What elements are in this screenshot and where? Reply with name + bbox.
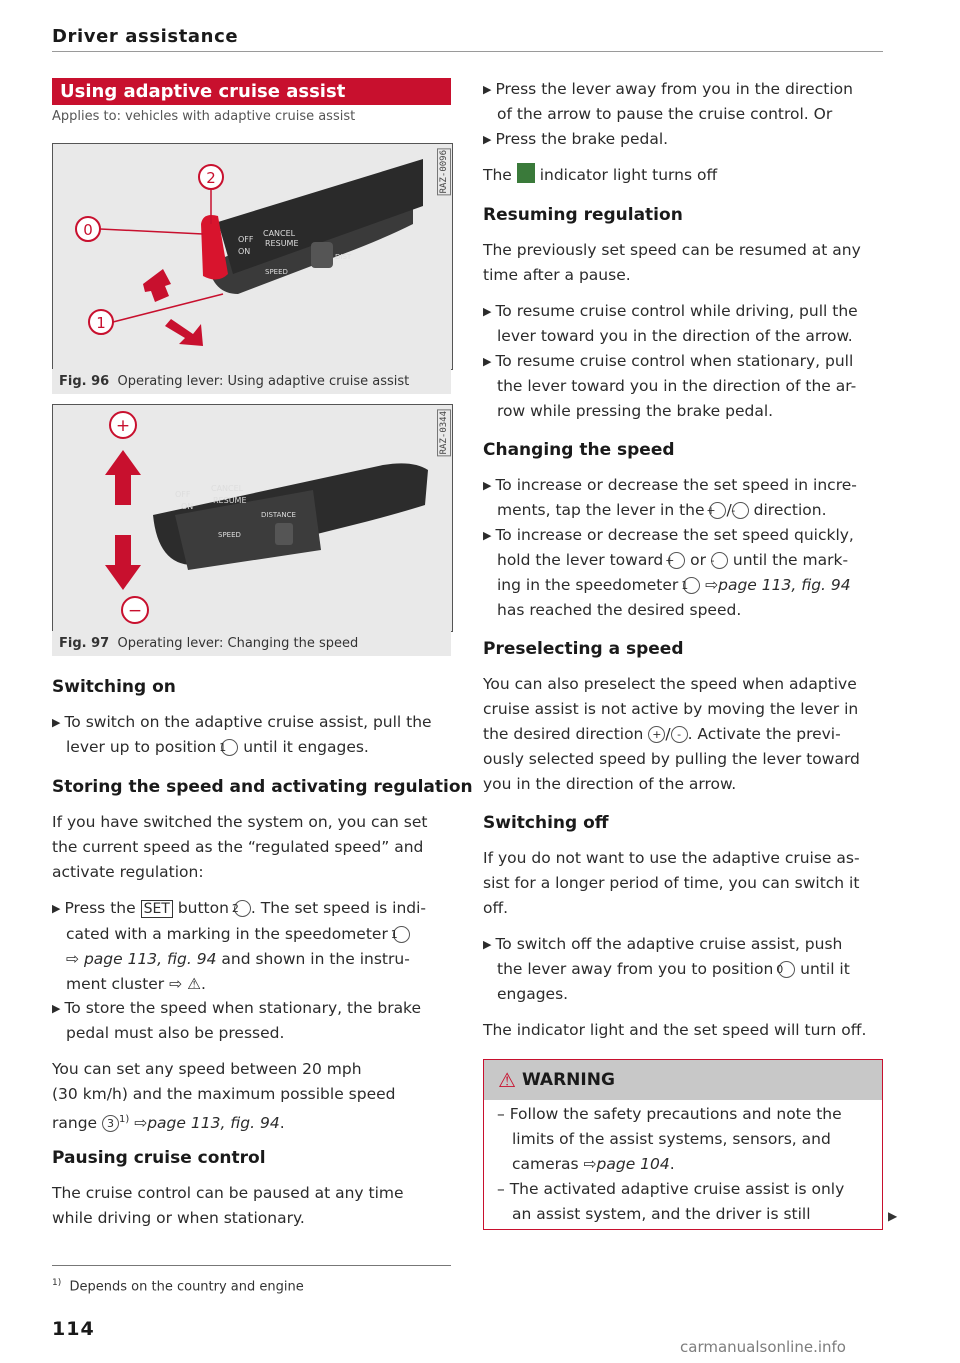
position-1-marker: 1 — [221, 739, 238, 756]
bullet-triangle-icon: ▶ — [483, 83, 492, 96]
heading-storing-speed: Storing the speed and activating regulation — [52, 777, 473, 797]
minus-marker-icon: - — [671, 726, 688, 743]
bullet-triangle-icon: ▶ — [483, 305, 492, 318]
position-1-marker: 1 — [393, 926, 410, 943]
heading-changing-speed: Changing the speed — [483, 440, 675, 460]
lever-illustration-97 — [53, 405, 452, 631]
header-divider — [52, 51, 883, 52]
storing-paragraph: If you have switched the system on, you can set the current speed as the “regulated speed” and activate regulation: — [52, 813, 428, 881]
heading-resuming: Resuming regulation — [483, 205, 683, 225]
lever-label-speed: SPEED — [218, 531, 241, 539]
arrow-ref-icon: ⇨ — [583, 1155, 597, 1173]
arrow-ref-icon: ⇨ — [169, 975, 183, 993]
lever-label-on: ON — [181, 502, 194, 511]
footnote-marker: 1) — [119, 1114, 130, 1125]
position-3-marker: 3 — [102, 1115, 119, 1132]
chapter-banner: Using adaptive cruise assist — [52, 78, 451, 105]
watermark: carmanualsonline.info — [680, 1338, 846, 1356]
heading-switching-off: Switching off — [483, 813, 609, 833]
set-button-label: SET — [141, 900, 173, 918]
page-ref-link: page 104 — [596, 1155, 670, 1173]
page-ref-link: page 113, fig. 94 — [147, 1114, 280, 1133]
bullet-triangle-icon: ▶ — [52, 716, 61, 729]
lever-label-off: OFF — [175, 490, 191, 499]
bullet-triangle-icon: ▶ — [483, 355, 492, 368]
callout-1: 1 — [96, 314, 106, 332]
lever-label-cancel: CANCEL — [211, 484, 244, 493]
lever-label-speed: SPEED — [265, 268, 288, 276]
bullet-resume-driving: ▶ To resume cruise control while driving, pull the lever toward you in the direction of the arrow. — [483, 302, 858, 345]
figure-ref-code: RAZ-0344 — [439, 411, 449, 455]
lever-label-on: ON — [238, 247, 251, 256]
bullet-change-quickly: ▶ To increase or decrease the set speed quickly, hold the lever toward + or - until the mark- ing in the speedometer 1 ⇨page 113, fig. 94 has reached the desired speed. — [483, 526, 854, 619]
figure-caption-text: Operating lever: Using adaptive cruise assist — [117, 374, 410, 389]
continue-arrow-icon: ▶ — [888, 1209, 898, 1223]
bullet-triangle-icon: ▶ — [483, 133, 492, 146]
figure-number: Fig. 96 — [59, 374, 110, 389]
resuming-paragraph: The previously set speed can be resumed at any time after a pause. — [483, 241, 861, 284]
arrow-ref-icon: ⇨ — [705, 576, 719, 594]
figure-96 — [52, 143, 453, 370]
heading-pausing: Pausing cruise control — [52, 1148, 266, 1168]
figure-caption-text: Operating lever: Changing the speed — [117, 636, 359, 651]
callout-0: 0 — [83, 221, 93, 239]
position-2-marker: 2 — [234, 900, 251, 917]
heading-switching-on: Switching on — [52, 677, 176, 697]
figure-97 — [52, 404, 453, 632]
minus-marker-icon: - — [711, 552, 728, 569]
page-ref-link: page 113, fig. 94 — [718, 576, 851, 594]
callout-2: 2 — [206, 169, 216, 187]
footnote-divider — [52, 1265, 451, 1266]
figure-ref-code: RAZ-0096 — [439, 150, 449, 194]
pausing-paragraph: The cruise control can be paused at any time while driving or when stationary. — [52, 1184, 404, 1227]
preselect-paragraph: You can also preselect the speed when adaptive cruise assist is not active by moving the lever in the desired direction + / - . Activate the previ- ously selected speed by pulling the lever toward you in the direction of the arrow. — [483, 675, 860, 793]
warning-triangle-icon: ⚠ — [187, 975, 201, 993]
lever-label-cancel: CANCEL — [263, 229, 296, 238]
applies-to-note: Applies to: vehicles with adaptive cruise assist — [52, 109, 356, 124]
bullet-switching-on: ▶ To switch on the adaptive cruise assist, pull the lever up to position 1 until it engages. — [52, 713, 432, 756]
bullet-triangle-icon: ▶ — [52, 902, 61, 915]
warning-triangle-icon: ⚠ — [498, 1068, 516, 1092]
warning-header — [484, 1060, 882, 1100]
minus-marker-icon: - — [732, 502, 749, 519]
plus-marker-icon: + — [709, 502, 726, 519]
bullet-resume-stationary: ▶ To resume cruise control when stationary, pull the lever toward you in the direction of the ar- row while pressing the brake pedal. — [483, 352, 857, 420]
page-number: 114 — [52, 1318, 95, 1340]
bullet-switch-off: ▶ To switch off the adaptive cruise assist, push the lever away from you to position 0 until it engages. — [483, 935, 850, 1003]
bullet-triangle-icon: ▶ — [483, 938, 492, 951]
figure-97-caption — [52, 631, 451, 656]
plus-marker-icon: + — [648, 726, 665, 743]
lever-label-distance: DISTANCE — [261, 511, 296, 519]
position-0-marker: 0 — [778, 961, 795, 978]
page-ref-link: page 113, fig. 94 — [83, 950, 217, 968]
bullet-press-set: ▶ Press the SET button 2 . The set speed is indi- cated with a marking in the speedometer 1 ⇨ page 113, fig. 94 and shown in the instru- ment cluster ⇨ ⚠. — [52, 899, 427, 993]
footnote: $^{1)}$ Depends on the country and engine — [52, 1278, 304, 1295]
figure-number: Fig. 97 — [59, 636, 110, 651]
plus-icon: + — [115, 416, 131, 436]
warning-item: – The activated adaptive cruise assist is only an assist system, and the driver is still — [497, 1180, 845, 1223]
section-title: Driver assistance — [52, 26, 239, 47]
lever-label-resume: RESUME — [265, 239, 299, 248]
lever-label-resume: RESUME — [213, 496, 247, 505]
bullet-change-increments: ▶ To increase or decrease the set speed in incre- ments, tap the lever in the + /- direction. — [483, 476, 857, 519]
bullet-triangle-icon: ▶ — [52, 1002, 61, 1015]
figure-96-caption — [52, 369, 451, 394]
bullet-pause-lever: ▶ Press the lever away from you in the direction of the arrow to pause the cruise control. Or — [483, 80, 853, 123]
bullet-triangle-icon: ▶ — [483, 529, 492, 542]
final-paragraph: The indicator light and the set speed will turn off. — [483, 1021, 867, 1039]
indicator-paragraph: The indicator light turns off — [483, 163, 883, 188]
speed-range-paragraph: You can set any speed between 20 mph (30 km/h) and the maximum possible speed range 3 $^{1)}$ ⇨page 113, fig. 94. — [52, 1060, 396, 1133]
arrow-ref-icon: ⇨ — [134, 1114, 148, 1133]
cruise-indicator-icon — [517, 163, 535, 183]
heading-preselecting: Preselecting a speed — [483, 639, 684, 659]
minus-icon: − — [127, 601, 143, 621]
lever-label-off: OFF — [238, 235, 254, 244]
warning-title: WARNING — [521, 1070, 615, 1090]
warning-item: – Follow the safety precautions and note the limits of the assist systems, sensors, and cameras ⇨page 104. — [497, 1105, 842, 1173]
lever-illustration-96 — [53, 144, 452, 369]
arrow-ref-icon: ⇨ — [66, 950, 79, 968]
switching-off-paragraph: If you do not want to use the adaptive cruise as- sist for a longer period of time, you can switch it off. — [483, 849, 860, 917]
bullet-store-stationary: ▶ To store the speed when stationary, the brake pedal must also be pressed. — [52, 999, 422, 1042]
position-1-marker: 1 — [683, 577, 700, 594]
lever-label-dist: DIST — [335, 253, 352, 261]
warning-box — [483, 1059, 883, 1230]
bullet-brake-pedal: ▶ Press the brake pedal. — [483, 130, 669, 148]
bullet-triangle-icon: ▶ — [483, 479, 492, 492]
plus-marker-icon: + — [668, 552, 685, 569]
